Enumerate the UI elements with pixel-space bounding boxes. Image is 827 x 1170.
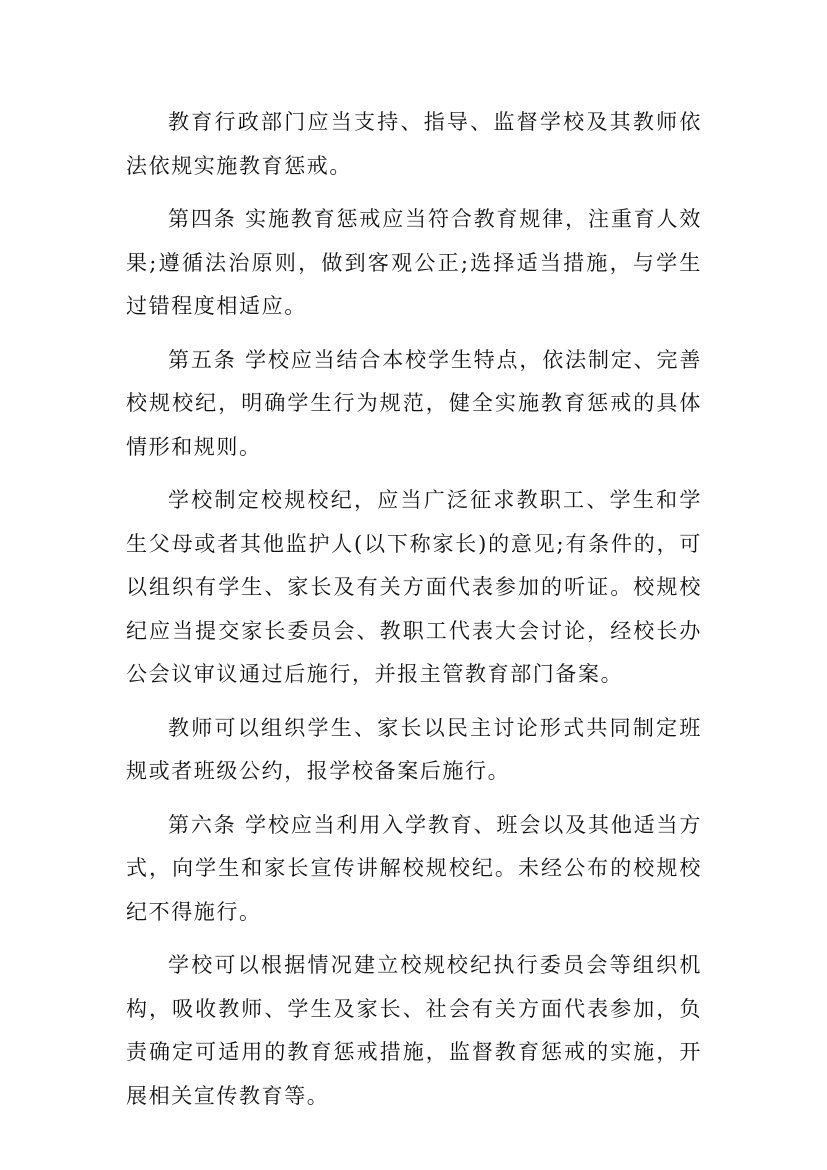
paragraph-article-6: 第六条 学校应当利用入学教育、班会以及其他适当方式，向学生和家长宣传讲解校规校纪。未经公布的校规校纪不得施行。: [126, 812, 702, 924]
paragraph-class-rules: 教师可以组织学生、家长以民主讨论形式共同制定班规或者班级公约，报学校备案后施行。: [126, 715, 702, 783]
paragraph-article-4: 第四条 实施教育惩戒应当符合教育规律，注重育人效果;遵循法治原则，做到客观公正;选择适当措施，与学生过错程度相适应。: [126, 207, 702, 318]
paragraph-article-5: 第五条 学校应当结合本校学生特点，依法制定、完善校规校纪，明确学生行为规范，健全实施教育惩戒的具体情形和规则。: [126, 347, 702, 459]
document-body: [126, 101, 702, 1128]
paragraph-committee: 学校可以根据情况建立校规校纪执行委员会等组织机构，吸收教师、学生及家长、社会有关方面代表参加，负责确定可适用的教育惩戒措施，监督教育惩戒的实施，开展相关宣传教育等。: [126, 953, 702, 1108]
paragraph-1: 教育行政部门应当支持、指导、监督学校及其教师依法依规实施教育惩戒。: [126, 110, 702, 178]
paragraph-rules-consultation: 学校制定校规校纪，应当广泛征求教职工、学生和学生父母或者其他监护人(以下称家长)的意见;有条件的，可以组织有学生、家长及有关方面代表参加的听证。校规校纪应当提交家长委员会、教职工代表大会讨论，经校长办公会议审议通过后施行，并报主管教育部门备案。: [126, 488, 702, 686]
